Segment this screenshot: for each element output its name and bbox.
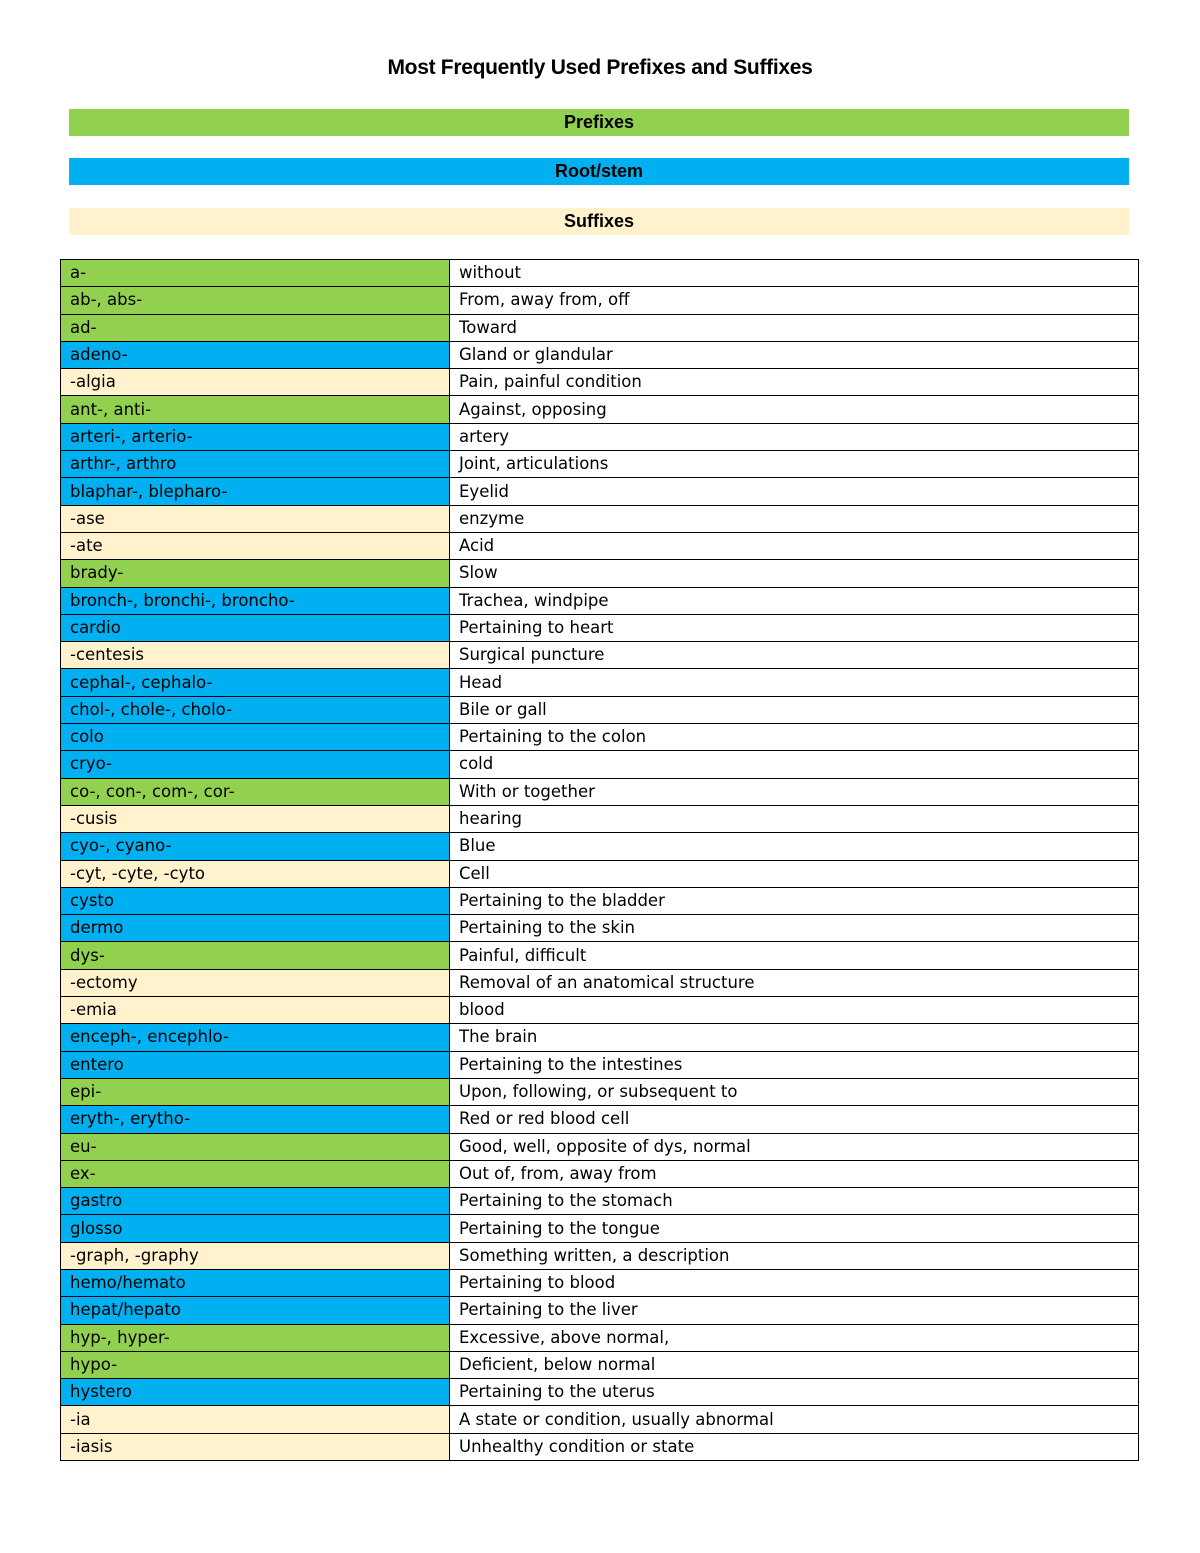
table-row [61, 1297, 1139, 1324]
meaning-cell: With or together [450, 778, 1139, 805]
meaning-cell: blood [450, 997, 1139, 1024]
meaning-cell: Unhealthy condition or state [450, 1433, 1139, 1460]
term-cell: -iasis [61, 1433, 450, 1460]
meaning-cell: A state or condition, usually abnormal [450, 1406, 1139, 1433]
terms-table [60, 259, 1139, 1461]
table-row [61, 1351, 1139, 1378]
meaning-cell: Gland or glandular [450, 341, 1139, 368]
meaning-cell: cold [450, 751, 1139, 778]
meaning-cell: Something written, a description [450, 1242, 1139, 1269]
term-cell: -emia [61, 997, 450, 1024]
term-cell: cysto [61, 887, 450, 914]
table-row [61, 505, 1139, 532]
table-row [61, 341, 1139, 368]
table-row [61, 833, 1139, 860]
meaning-cell: Out of, from, away from [450, 1160, 1139, 1187]
meaning-cell: Acid [450, 532, 1139, 559]
term-cell: -graph, -graphy [61, 1242, 450, 1269]
meaning-cell: Pertaining to the colon [450, 724, 1139, 751]
term-cell: eu- [61, 1133, 450, 1160]
table-row [61, 860, 1139, 887]
table-row [61, 751, 1139, 778]
meaning-cell: without [450, 260, 1139, 287]
table-row [61, 478, 1139, 505]
term-cell: -cyt, -cyte, -cyto [61, 860, 450, 887]
table-row [61, 423, 1139, 450]
meaning-cell: Pertaining to heart [450, 614, 1139, 641]
meaning-cell: Eyelid [450, 478, 1139, 505]
table-row [61, 1133, 1139, 1160]
table-row [61, 1242, 1139, 1269]
meaning-cell: Head [450, 669, 1139, 696]
term-cell: ex- [61, 1160, 450, 1187]
term-cell: -ate [61, 532, 450, 559]
table-row [61, 1215, 1139, 1242]
meaning-cell: Cell [450, 860, 1139, 887]
table-row [61, 1078, 1139, 1105]
table-row [61, 1379, 1139, 1406]
term-cell: colo [61, 724, 450, 751]
table-row [61, 396, 1139, 423]
term-cell: hemo/hemato [61, 1269, 450, 1296]
table-row [61, 260, 1139, 287]
meaning-cell: Trachea, windpipe [450, 587, 1139, 614]
meaning-cell: Pertaining to the tongue [450, 1215, 1139, 1242]
table-row [61, 1106, 1139, 1133]
term-cell: glosso [61, 1215, 450, 1242]
meaning-cell: Pertaining to blood [450, 1269, 1139, 1296]
term-cell: a- [61, 260, 450, 287]
term-cell: eryth-, erytho- [61, 1106, 450, 1133]
table-row [61, 1188, 1139, 1215]
meaning-cell: Painful, difficult [450, 942, 1139, 969]
term-cell: adeno- [61, 341, 450, 368]
term-cell: arteri-, arterio- [61, 423, 450, 450]
legend-root-stem: Root/stem [69, 158, 1129, 185]
meaning-cell: From, away from, off [450, 287, 1139, 314]
table-row [61, 451, 1139, 478]
term-cell: hyp-, hyper- [61, 1324, 450, 1351]
meaning-cell: Pertaining to the stomach [450, 1188, 1139, 1215]
term-cell: -ectomy [61, 969, 450, 996]
table-row [61, 560, 1139, 587]
term-cell: dys- [61, 942, 450, 969]
legend-suffixes: Suffixes [69, 208, 1129, 235]
table-row [61, 314, 1139, 341]
meaning-cell: Pertaining to the liver [450, 1297, 1139, 1324]
term-cell: enceph-, encephlo- [61, 1024, 450, 1051]
meaning-cell: Surgical puncture [450, 642, 1139, 669]
meaning-cell: Red or red blood cell [450, 1106, 1139, 1133]
table-row [61, 642, 1139, 669]
term-cell: dermo [61, 915, 450, 942]
meaning-cell: The brain [450, 1024, 1139, 1051]
table-row [61, 287, 1139, 314]
term-cell: ab-, abs- [61, 287, 450, 314]
term-cell: -ia [61, 1406, 450, 1433]
meaning-cell: Upon, following, or subsequent to [450, 1078, 1139, 1105]
meaning-cell: Pertaining to the intestines [450, 1051, 1139, 1078]
term-cell: -centesis [61, 642, 450, 669]
term-cell: epi- [61, 1078, 450, 1105]
table-row [61, 1160, 1139, 1187]
meaning-cell: Pertaining to the bladder [450, 887, 1139, 914]
meaning-cell: Removal of an anatomical structure [450, 969, 1139, 996]
term-cell: brady- [61, 560, 450, 587]
table-row [61, 696, 1139, 723]
table-row [61, 614, 1139, 641]
term-cell: entero [61, 1051, 450, 1078]
meaning-cell: Against, opposing [450, 396, 1139, 423]
table-row [61, 1406, 1139, 1433]
table-row [61, 942, 1139, 969]
meaning-cell: Excessive, above normal, [450, 1324, 1139, 1351]
terms-table-body [61, 260, 1139, 1461]
term-cell: co-, con-, com-, cor- [61, 778, 450, 805]
term-cell: blaphar-, blepharo- [61, 478, 450, 505]
table-row [61, 805, 1139, 832]
table-row [61, 669, 1139, 696]
table-row [61, 1269, 1139, 1296]
legend-prefixes: Prefixes [69, 109, 1129, 136]
table-row [61, 997, 1139, 1024]
table-row [61, 969, 1139, 996]
table-row [61, 778, 1139, 805]
table-row [61, 1433, 1139, 1460]
term-cell: cardio [61, 614, 450, 641]
term-cell: hepat/hepato [61, 1297, 450, 1324]
meaning-cell: Pertaining to the uterus [450, 1379, 1139, 1406]
meaning-cell: hearing [450, 805, 1139, 832]
meaning-cell: Blue [450, 833, 1139, 860]
table-row [61, 1051, 1139, 1078]
term-cell: hystero [61, 1379, 450, 1406]
table-row [61, 1324, 1139, 1351]
term-cell: bronch-, bronchi-, broncho- [61, 587, 450, 614]
table-row [61, 369, 1139, 396]
term-cell: gastro [61, 1188, 450, 1215]
table-row [61, 587, 1139, 614]
table-row [61, 915, 1139, 942]
term-cell: cryo- [61, 751, 450, 778]
term-cell: ant-, anti- [61, 396, 450, 423]
page-title: Most Frequently Used Prefixes and Suffixes [387, 56, 813, 79]
term-cell: -algia [61, 369, 450, 396]
term-cell: cyo-, cyano- [61, 833, 450, 860]
term-cell: chol-, chole-, cholo- [61, 696, 450, 723]
meaning-cell: Toward [450, 314, 1139, 341]
term-cell: hypo- [61, 1351, 450, 1378]
table-row [61, 532, 1139, 559]
table-row [61, 1024, 1139, 1051]
meaning-cell: Pain, painful condition [450, 369, 1139, 396]
meaning-cell: Deficient, below normal [450, 1351, 1139, 1378]
meaning-cell: Pertaining to the skin [450, 915, 1139, 942]
term-cell: -ase [61, 505, 450, 532]
meaning-cell: Joint, articulations [450, 451, 1139, 478]
table-row [61, 887, 1139, 914]
term-cell: ad- [61, 314, 450, 341]
term-cell: -cusis [61, 805, 450, 832]
term-cell: arthr-, arthro [61, 451, 450, 478]
meaning-cell: Slow [450, 560, 1139, 587]
table-row [61, 724, 1139, 751]
meaning-cell: enzyme [450, 505, 1139, 532]
meaning-cell: artery [450, 423, 1139, 450]
term-cell: cephal-, cephalo- [61, 669, 450, 696]
meaning-cell: Bile or gall [450, 696, 1139, 723]
meaning-cell: Good, well, opposite of dys, normal [450, 1133, 1139, 1160]
